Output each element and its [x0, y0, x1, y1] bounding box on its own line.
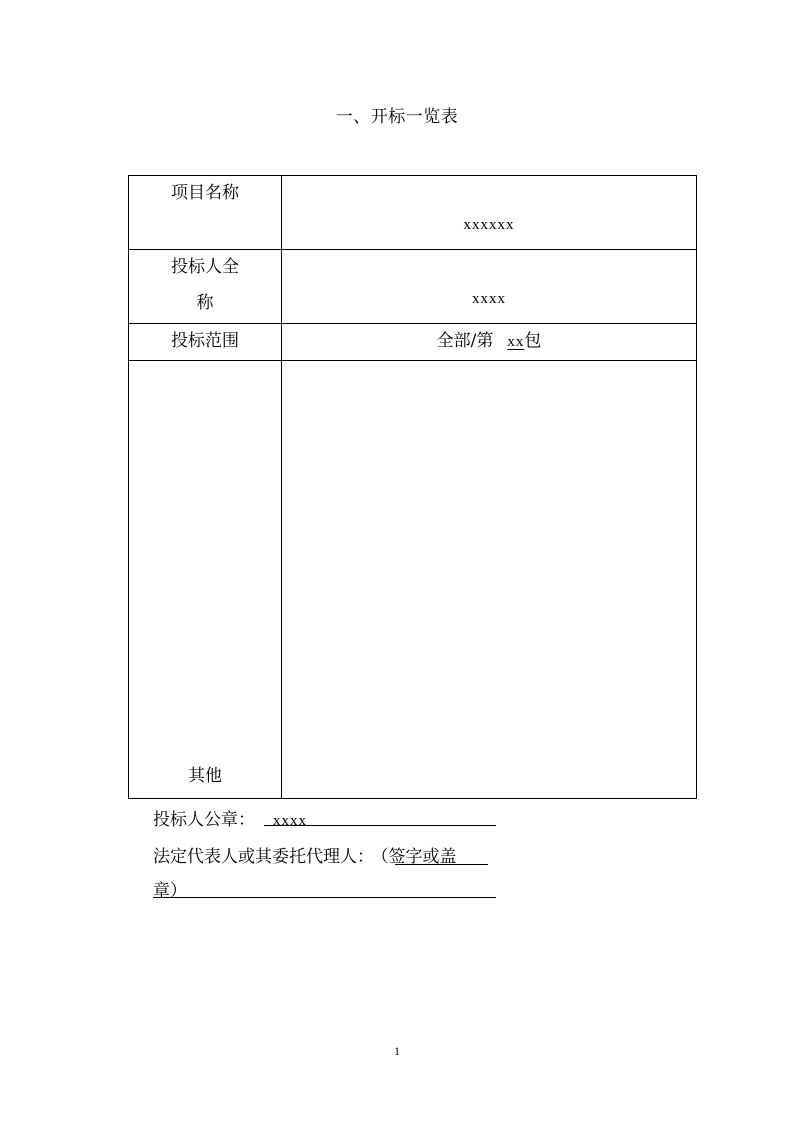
- table-row-bidder-name: [129, 250, 697, 324]
- bid-scope-value: [282, 326, 696, 351]
- representative-underline-2: [153, 897, 496, 898]
- representative-value-line2: 章）: [153, 881, 187, 901]
- bidder-seal-underline: [264, 825, 496, 826]
- project-name-label: 项目名称: [171, 183, 239, 203]
- table-row-other: [129, 361, 697, 799]
- table-row-bid-scope: [129, 324, 697, 361]
- bidder-name-label-line1: 投标人全: [171, 257, 239, 277]
- bid-opening-table: [128, 175, 697, 799]
- bid-scope-package-number: xx: [507, 334, 525, 350]
- bidder-seal-label: 投标人公章：: [153, 810, 255, 830]
- representative-underline-1: [395, 864, 488, 865]
- bidder-seal-line: [153, 805, 307, 830]
- bid-scope-suffix: 包: [524, 331, 542, 351]
- representative-value-line1: （签字或盖: [380, 847, 457, 867]
- page-number: 1: [394, 1044, 400, 1058]
- project-name-value: xxxxxx: [463, 217, 515, 233]
- bid-scope-prefix: 全部/第: [436, 331, 494, 351]
- table-row-project-name: [129, 176, 697, 250]
- bidder-seal-value: xxxx: [273, 813, 307, 829]
- bidder-name-label-line2: 称: [196, 293, 214, 313]
- bidder-name-value: xxxx: [472, 291, 506, 307]
- representative-label: 法定代表人或其委托代理人：: [153, 847, 374, 867]
- other-label: 其他: [188, 766, 222, 786]
- page-title: 一、开标一览表: [335, 107, 459, 127]
- bid-scope-label: 投标范围: [171, 331, 239, 351]
